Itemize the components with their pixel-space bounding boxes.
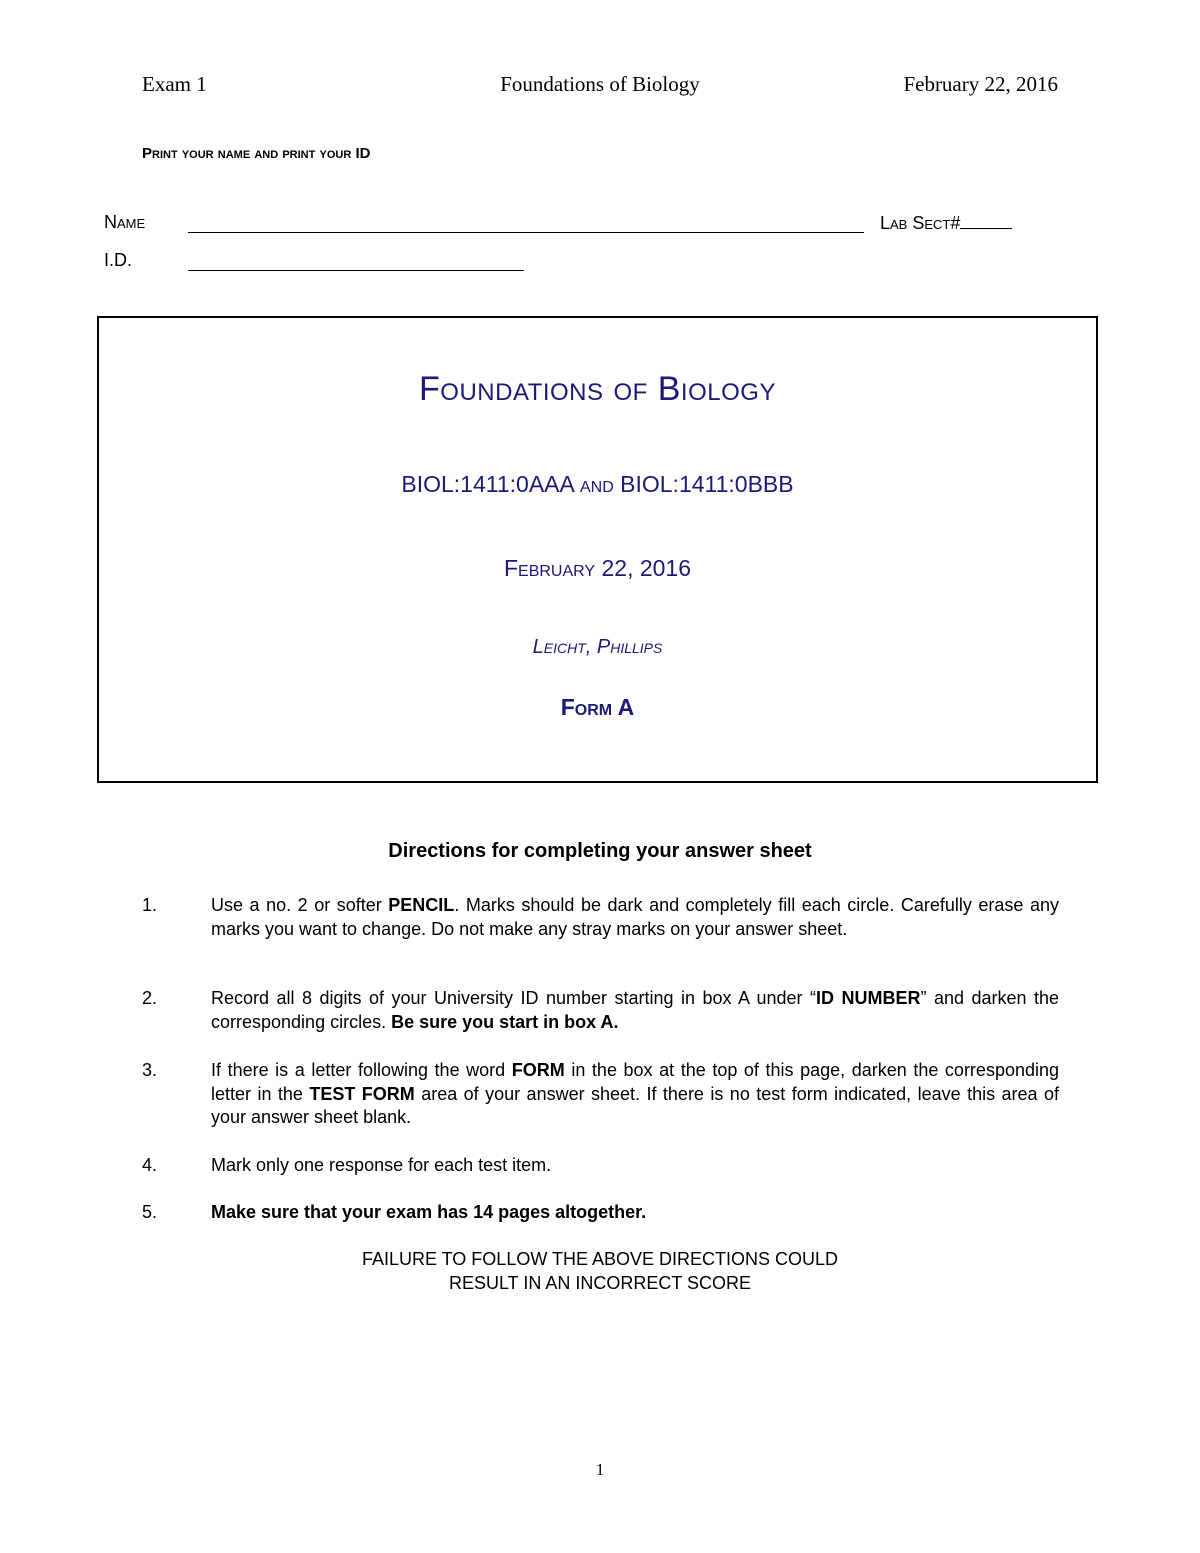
lab-section-label: Lab Sect# (880, 213, 961, 233)
item-number: 1. (142, 895, 158, 915)
page-number: 1 (595, 1460, 605, 1479)
lab-section-line[interactable] (960, 212, 1012, 229)
item-text: Record all 8 digits of your University ID number starting in box A under “ID NUMBER” and darken the corresponding circles. Be sure you start in box A. (211, 988, 1059, 1032)
course-and: AND (579, 479, 614, 496)
id-field[interactable] (188, 254, 524, 271)
item-text: Mark only one response for each test item. (211, 1155, 552, 1175)
direction-item-2 (142, 987, 1059, 1034)
directions-title: Directions for completing your answer sheet (388, 840, 812, 862)
item-text: If there is a letter following the word FORM in the box at the top of this page, darken the corresponding letter in the TEST FORM area of your answer sheet. If there is no test form indicated, leave this area of your answer sheet blank. (211, 1060, 1060, 1127)
failure-line-2: RESULT IN AN INCORRECT SCORE (448, 1273, 752, 1293)
exam-form: Form A (560, 694, 635, 720)
item-number: 5. (142, 1202, 158, 1222)
box-title: Foundations of Biology (419, 370, 776, 408)
exam-date: February 22, 2016 (503, 555, 692, 581)
header-exam-label: Exam 1 (142, 72, 207, 96)
print-instruction: Print your name and print your ID (142, 145, 371, 162)
direction-item-1 (142, 894, 1059, 941)
failure-line-1: FAILURE TO FOLLOW THE ABOVE DIRECTIONS COULD (361, 1249, 839, 1269)
course-code-a: BIOL:1411:0AAA (401, 471, 574, 497)
header-course-title: Foundations of Biology (500, 72, 700, 96)
name-field[interactable] (188, 216, 864, 233)
id-label: I.D. (104, 250, 133, 270)
direction-item-5 (142, 1201, 1059, 1225)
item-number: 2. (142, 988, 158, 1008)
header-date: February 22, 2016 (903, 72, 1058, 96)
name-label: Name (104, 212, 146, 232)
item-text: Make sure that your exam has 14 pages altogether. (211, 1202, 647, 1222)
instructors: Leicht, Phillips (532, 636, 663, 658)
direction-item-3 (142, 1059, 1059, 1130)
failure-warning (0, 1247, 1200, 1295)
item-number: 4. (142, 1155, 158, 1175)
course-codes (99, 471, 1096, 498)
item-number: 3. (142, 1060, 158, 1080)
exam-title-box (97, 316, 1098, 783)
lab-section-field[interactable] (880, 212, 1012, 234)
direction-item-4 (142, 1154, 1059, 1178)
course-code-b: BIOL:1411:0BBB (620, 471, 794, 497)
item-text: Use a no. 2 or softer PENCIL. Marks should be dark and completely fill each circle. Carefully erase any marks you want to change. Do not make any stray marks on your answer sheet. (211, 895, 1059, 939)
